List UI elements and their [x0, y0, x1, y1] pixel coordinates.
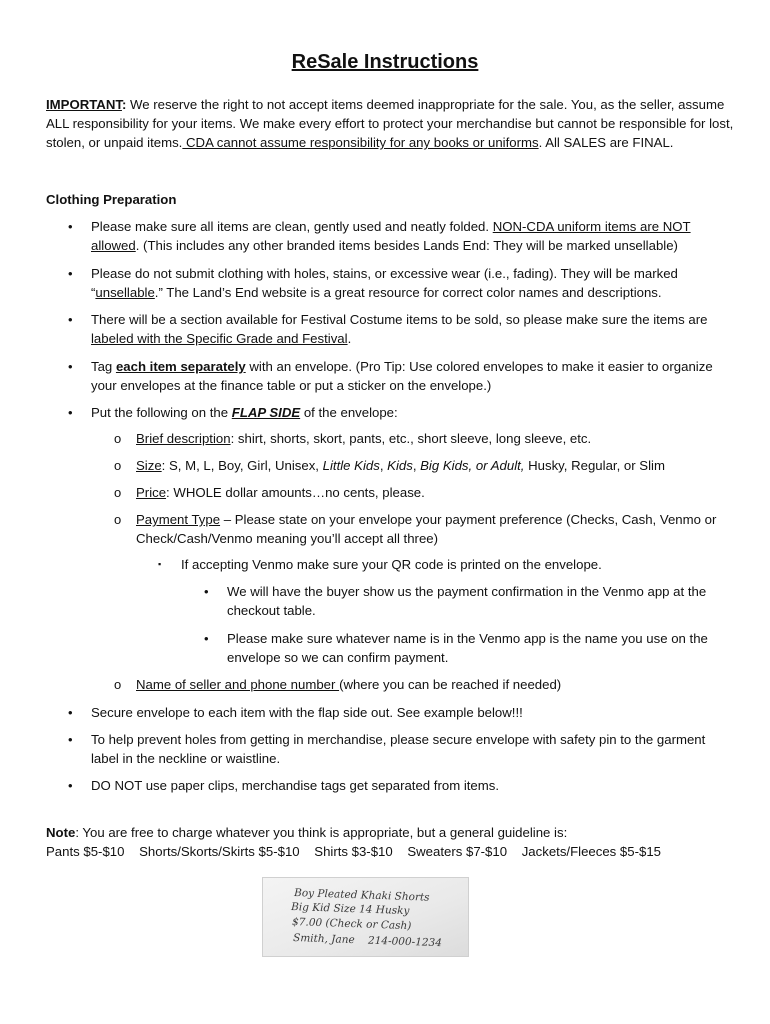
list-item: [68, 264, 731, 302]
bullet-text: DO NOT use paper clips, merchandise tags get separated from items.: [91, 778, 500, 793]
sub-item-label: Price: [136, 485, 167, 500]
price-guideline: Pants $5-$10 Shorts/Skorts/Skirts $5-$10 Shirts $3-$10 Sweaters $7-$10 Jackets/Fleeces $5-$15: [46, 844, 661, 859]
important-paragraph: [46, 95, 736, 152]
sub-item-text: ,: [412, 458, 421, 473]
sub-item-text: : WHOLE dollar amounts…no cents, please.: [166, 485, 425, 500]
bullet-emphasis-text: FLAP SIDE: [231, 405, 301, 420]
sub-list-item: [114, 510, 731, 548]
handwriting-line: $7.00 (Check or Cash): [291, 916, 412, 933]
list-item: [68, 217, 731, 255]
note-label: Note: [46, 825, 76, 840]
list-item: [68, 776, 731, 795]
square-marker: ▪: [158, 559, 162, 569]
nested-list-item: [204, 582, 731, 620]
intro-underlined-text: CDA cannot assume responsibility for any books or uniforms: [182, 135, 539, 150]
bullet-text: Secure envelope to each item with the flap side out. See example below!!!: [91, 705, 523, 720]
bullet-text: Tag: [91, 359, 116, 374]
bullet-text: To help prevent holes from getting in merchandise, please secure envelope with safety pin to the garment label in the neckline or waistline.: [91, 732, 706, 766]
bullet-text: .: [347, 331, 352, 346]
important-label: IMPORTANT: [46, 97, 122, 112]
sub-item-italic-text: Big Kids, or Adult,: [420, 458, 525, 473]
handwriting-line: Big Kid Size 14 Husky: [290, 901, 410, 918]
sub-list-item: [114, 456, 731, 475]
bullet-marker: •: [68, 266, 73, 281]
bullet-bold-underlined-text: each item separately: [115, 359, 246, 374]
bullet-marker: •: [68, 359, 73, 374]
sub-list-item: [114, 429, 731, 448]
sub-item-text: (where you can be reached if needed): [339, 677, 562, 692]
sub-list-item: [114, 675, 731, 694]
list-item: [68, 730, 731, 768]
page-title: ReSale Instructions: [291, 51, 479, 73]
circle-marker: o: [114, 431, 122, 446]
envelope-photo-graphic: [263, 878, 468, 956]
bullet-marker: •: [68, 705, 73, 720]
bullet-text: Please make sure all items are clean, gently used and neatly folded.: [91, 219, 493, 234]
bullet-text: Put the following on the: [91, 405, 232, 420]
bullet-underlined-text: NON-CDA uniform items are NOT allowed: [91, 219, 691, 253]
list-item: [68, 403, 731, 422]
example-envelope-photo: [262, 877, 469, 957]
sub-item-text: Please make sure whatever name is in the Venmo app is the name you use on the envelope so we can confirm payment.: [227, 631, 708, 665]
section-heading: Clothing Preparation: [46, 192, 177, 207]
sub-item-text: – Please state on your envelope your payment preference (Checks, Cash, Venmo or Check/Cash/Venmo meaning you’ll accept all three): [136, 512, 717, 546]
sub-item-label: Size: [136, 458, 162, 473]
circle-marker: o: [114, 485, 122, 500]
sub-item-italic-text: Kids: [387, 458, 413, 473]
sub-item-italic-text: Little Kids: [322, 458, 380, 473]
bullet-marker: •: [68, 778, 73, 793]
bullet-text: of the envelope:: [300, 405, 398, 420]
sub-item-label: Brief description: [136, 431, 231, 446]
handwriting-line: Smith, Jane 214-000-1234: [292, 932, 443, 950]
sub-item-text: ,: [379, 458, 388, 473]
list-item: [68, 357, 731, 395]
bullet-marker: •: [68, 312, 73, 327]
bullet-marker: •: [204, 584, 209, 599]
list-item: [68, 310, 731, 348]
sub-item-text: : shirt, shorts, skort, pants, etc., short sleeve, long sleeve, etc.: [230, 431, 592, 446]
important-colon: :: [121, 97, 127, 112]
bullet-underlined-text: labeled with the Specific Grade and Festival: [91, 331, 348, 346]
circle-marker: o: [114, 677, 122, 692]
bullet-text: There will be a section available for Festival Costume items to be sold, so please make sure the items are: [91, 312, 708, 327]
intro-text: We reserve the right to not accept items deemed inappropriate for the sale. You, as the seller, assume ALL responsibility for your items. We make every effort to protect your merchandise but cannot be responsible for lost, stolen, or unpaid items.: [46, 97, 734, 150]
bullet-text: . (This includes any other branded items besides Lands End: They will be marked unsellable): [135, 238, 678, 253]
sub-item-text: If accepting Venmo make sure your QR code is printed on the envelope.: [181, 557, 602, 572]
bullet-marker: •: [68, 405, 73, 420]
nested-list-item: [204, 629, 731, 667]
bullet-marker: •: [68, 732, 73, 747]
sub-item-text: : S, M, L, Boy, Girl, Unisex,: [161, 458, 323, 473]
bullet-text: .” The Land’s End website is a great resource for correct color names and descriptions.: [154, 285, 662, 300]
sub-list-item: [114, 483, 731, 502]
list-item: [68, 703, 731, 722]
sub-item-label: Name of seller and phone number: [136, 677, 340, 692]
note-text: : You are free to charge whatever you think is appropriate, but a general guideline is:: [75, 825, 568, 840]
circle-marker: o: [114, 458, 122, 473]
sub-item-text: Husky, Regular, or Slim: [524, 458, 665, 473]
circle-marker: o: [114, 512, 122, 527]
bullet-marker: •: [68, 219, 73, 234]
note-paragraph: [46, 823, 746, 861]
bullet-text: with an envelope. (Pro Tip: Use colored envelopes to make it easier to organize your envelopes at the finance table or put a sticker on the envelope.): [91, 359, 713, 393]
sub-item-label: Payment Type: [136, 512, 221, 527]
intro-text-end: . All SALES are FINAL.: [538, 135, 674, 150]
sub-item-text: We will have the buyer show us the payment confirmation in the Venmo app at the checkout table.: [227, 584, 707, 618]
handwriting-line: Boy Pleated Khaki Shorts: [293, 887, 430, 904]
bullet-marker: •: [204, 631, 209, 646]
bullet-text: Please do not submit clothing with holes, stains, or excessive wear (i.e., fading). They will be marked “: [91, 266, 678, 300]
bullet-underlined-text: unsellable: [95, 285, 155, 300]
sub-sub-list-item: [158, 555, 731, 574]
